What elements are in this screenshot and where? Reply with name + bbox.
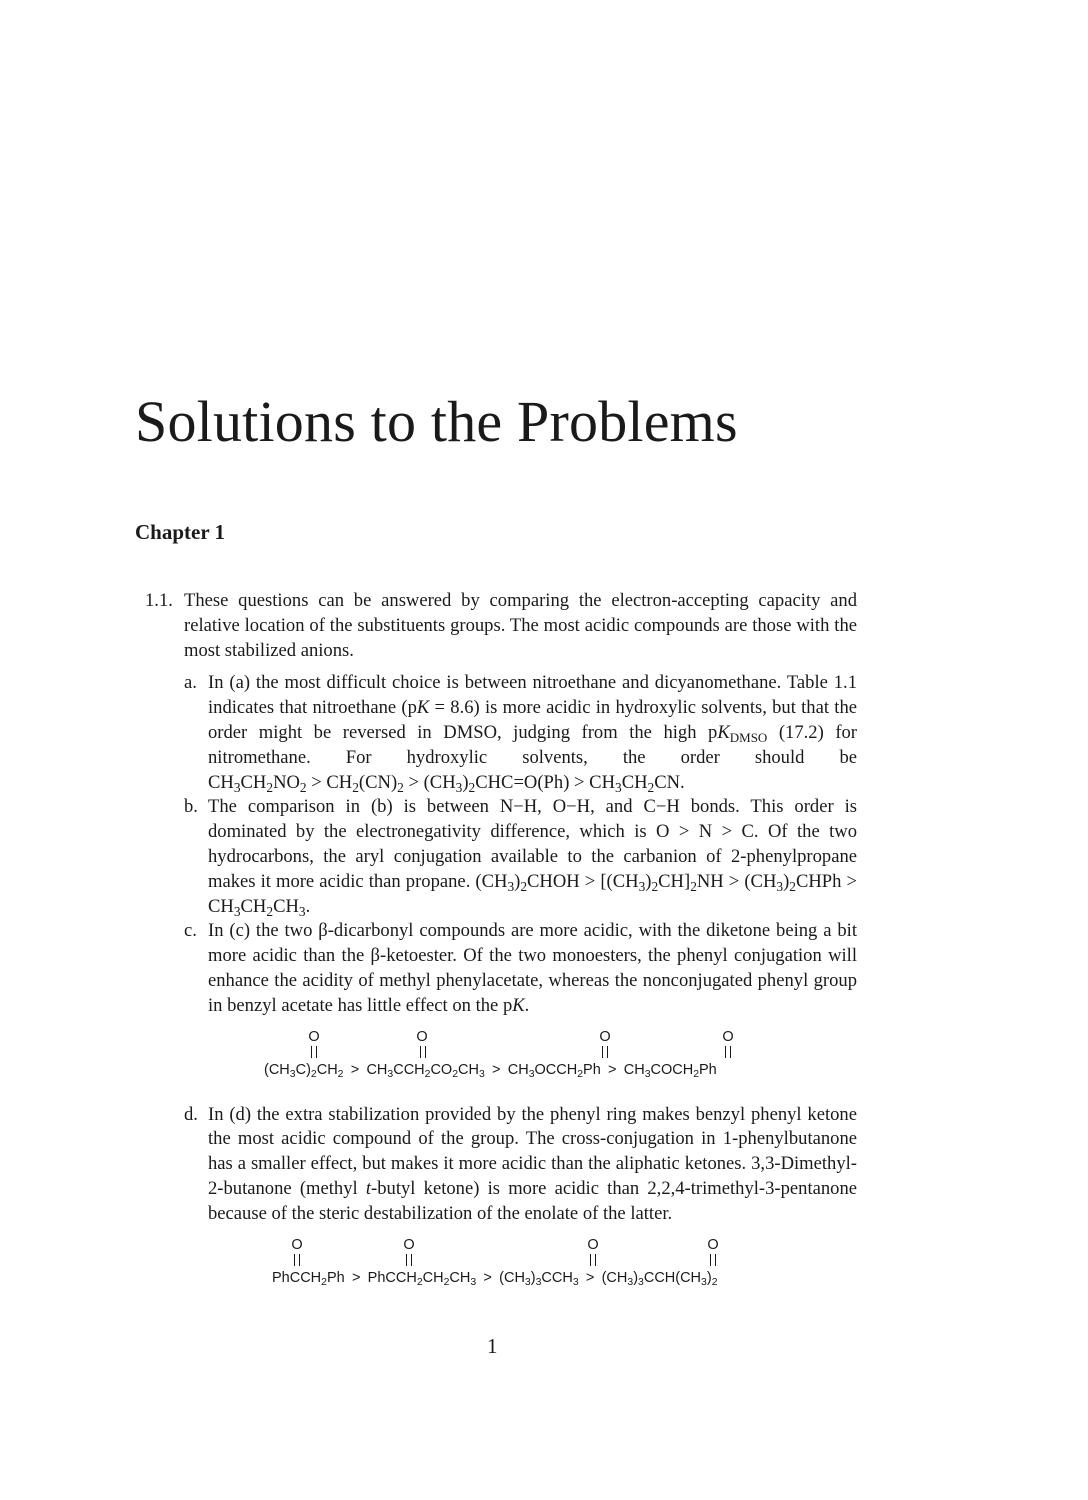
pk-subscript: DMSO [729, 729, 768, 745]
part-letter: d. [184, 1103, 198, 1125]
double-bond-icon [710, 1254, 716, 1266]
double-bond-icon [725, 1046, 731, 1058]
pk-symbol: K [416, 697, 430, 719]
structure-formula-line: $(CH_3C)_2CH_2$ > $CH_3CCH_2CO_2CH_3$ > $CH_3OCCH_2Ph$ > $CH_3COCH_2Ph$ [264, 1061, 717, 1080]
part-c [184, 919, 857, 1018]
part-letter: c. [184, 920, 197, 942]
part-d [184, 1103, 858, 1227]
problem-1-1 [135, 589, 857, 1299]
carbonyl-oxygen: O [291, 1236, 303, 1253]
pk-symbol: K [717, 721, 730, 743]
part-b [184, 795, 857, 919]
part-d-text-2: -butyl ketone) is more acidic than 2,2,4-trimethyl-3-pentanone because of the steric destabilization of the enolate of the latter. [208, 1177, 858, 1224]
carbonyl-oxygen: O [722, 1028, 734, 1045]
part-letter: a. [184, 672, 197, 694]
part-letter: b. [184, 796, 198, 818]
part-d-text-1: In (d) the extra stabilization provided by the phenyl ring makes benzyl phenyl ketone the most acidic compound of the group. The cross-conjugation in 1-phenylbutanone has a smaller effect, but makes it more acidic than the aliphatic ketones. 3,3-Dimethyl-2-butanone (methyl [208, 1103, 857, 1199]
part-a-text-3: (17.2) for nitromethane. For hydroxylic solvents, the order should be [208, 721, 857, 768]
double-bond-icon [311, 1046, 317, 1058]
page-title: Solutions to the Problems [135, 389, 738, 454]
structures-d [135, 1237, 857, 1299]
carbonyl-oxygen: O [403, 1236, 415, 1253]
structures-c [135, 1029, 857, 1091]
part-b-text: The comparison in (b) is between N−H, O−H, and C−H bonds. This order is dominated by the electronegativity difference, which is O > N > C. Of the two hydrocarbons, the aryl conjugation available to the carbanion of 2-phenylpropane makes it more acidic than propane. [208, 796, 857, 892]
double-bond-icon [602, 1046, 608, 1058]
acidity-order-a: $CH_3CH_2NO_2 > CH_2(CN)_2 > (CH_3)_2CHC=O(Ph) > CH_3CH_2CN$. [208, 771, 685, 795]
carbonyl-oxygen: O [707, 1236, 719, 1253]
carbonyl-oxygen: O [599, 1028, 611, 1045]
page-number: 1 [487, 1334, 498, 1358]
carbonyl-oxygen: O [416, 1028, 428, 1045]
carbonyl-oxygen: O [587, 1236, 599, 1253]
t-italic: t [365, 1177, 372, 1199]
acidity-order-b: $(CH_3)_2CHOH > [(CH_3)_2CH]_2NH$ > $(CH_3)_2CHPh > CH_3CH_2CH_3$. [208, 870, 857, 919]
part-a [184, 671, 857, 795]
problem-number: 1.1. [145, 590, 173, 611]
structure-formula-line: PhCCH$_2$Ph > $PhCCH_2CH_2CH_3$ > $(CH_3)_3CCH_3$ > $(CH_3)_3CCH(CH_3)_2$ [272, 1269, 718, 1288]
pk-symbol: K [512, 994, 525, 1016]
part-a-text-1: In (a) the most difficult choice is between nitroethane and dicyanomethane. Table 1.1 indicates that nitroethane (p [208, 672, 857, 719]
part-c-text: In (c) the two β-dicarbonyl compounds are more acidic, with the diketone being a bit more acidic than the β-ketoester. Of the two monoesters, the phenyl conjugation will enhance the acidity of methyl phenylacetate, whereas the nonconjugated phenyl group in benzyl acetate has little effect on the p [208, 920, 857, 1016]
chapter-heading: Chapter 1 [135, 520, 226, 544]
carbonyl-oxygen: O [308, 1028, 320, 1045]
part-a-text-2: = 8.6) is more acidic in hydroxylic solvents, but that the order might be reversed in DMSO, judging from the high p [208, 697, 857, 743]
double-bond-icon [590, 1254, 596, 1266]
part-c-text-end: . [524, 994, 530, 1016]
double-bond-icon [406, 1254, 412, 1266]
problem-intro: These questions can be answered by comparing the electron-accepting capacity and relative location of the substituents groups. The most acidic compounds are those with the most stabilized anions. [184, 590, 857, 661]
double-bond-icon [420, 1046, 426, 1058]
double-bond-icon [294, 1254, 300, 1266]
